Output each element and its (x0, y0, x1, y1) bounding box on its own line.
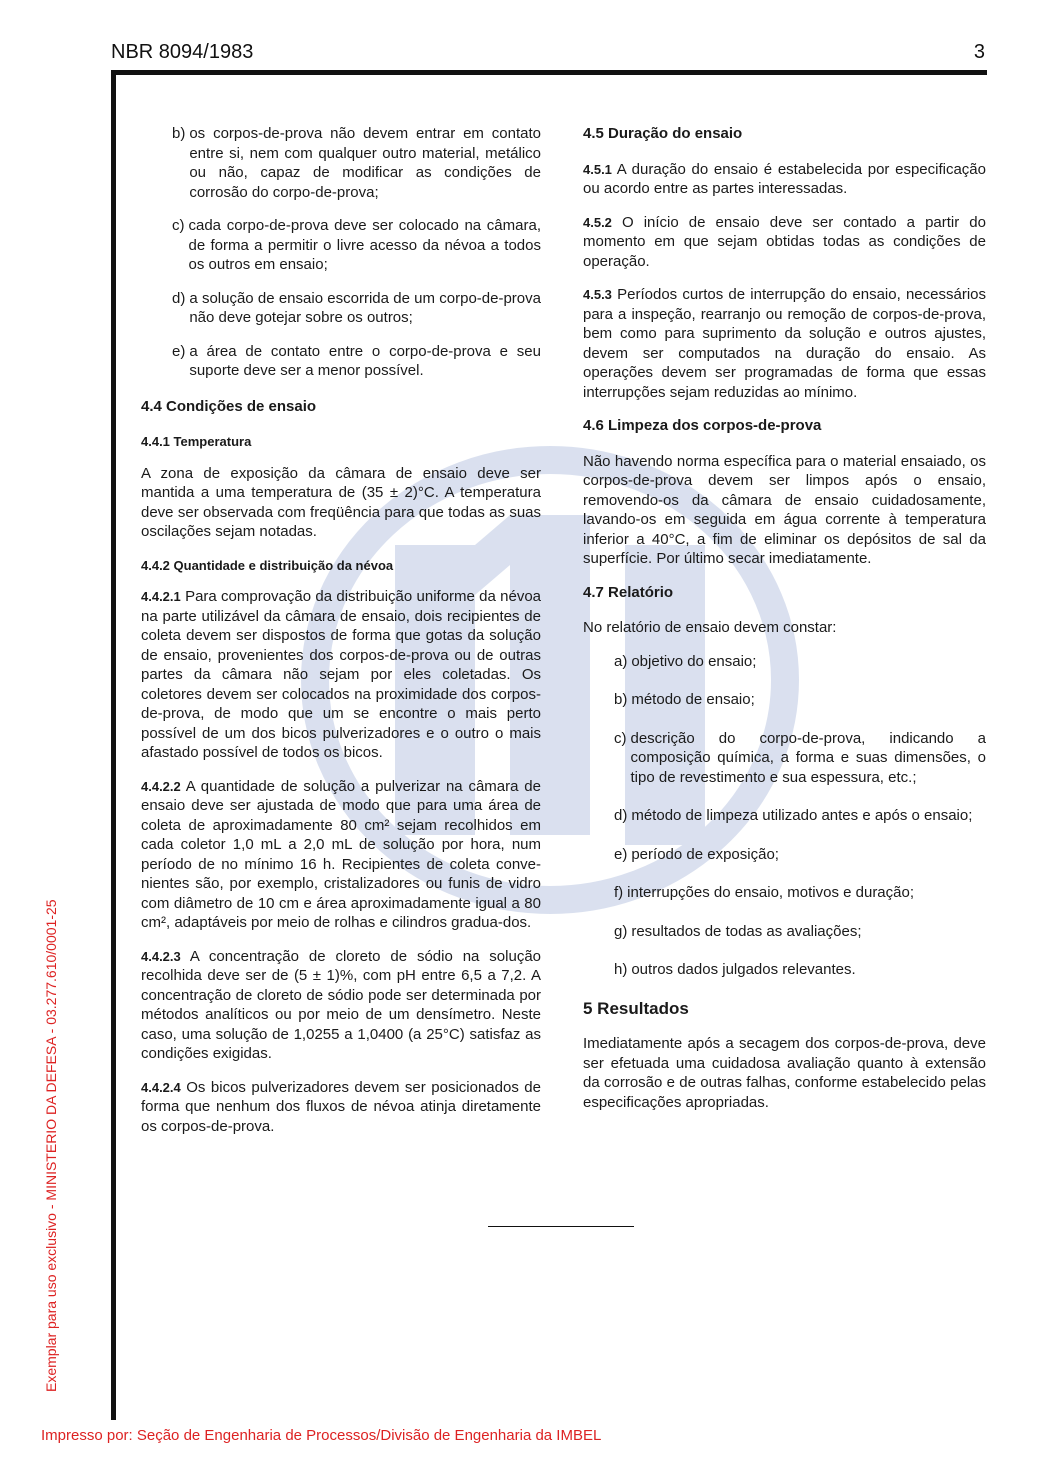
header-rule (111, 70, 987, 75)
paragraph-temperatura: A zona de exposição da câmara de ensaio deve ser mantida a uma temperatura de (35 ± 2)°C. A temperatura deve ser observada com freqüência para que todas as suas oscilações sejam notadas. (141, 464, 541, 540)
list-item: g) resultados de todas as avaliações; (614, 922, 862, 940)
list-item: h) outros dados julgados relevantes. (614, 961, 856, 978)
list-item: b) método de ensaio; (614, 691, 755, 708)
right-column (583, 124, 986, 1126)
paragraph-resultados: Imediatamente após a secagem dos corpos-de-prova, deve ser efetuada uma cuidadosa avaliação quanto à extensão da corrosão e de outras falhas, conforme estabelecido pelas especificações apropriadas. (583, 1035, 986, 1111)
page-header-title: NBR 8094/1983 (111, 41, 254, 63)
subsection-heading-4-4-1: 4.4.1 Temperatura (141, 434, 252, 449)
section-heading-4-5: 4.5 Duração do ensaio (583, 125, 743, 142)
section-heading-5: 5 Resultados (583, 998, 689, 1018)
subsection-heading-4-4-2: 4.4.2 Quantidade e distribuição da névoa (141, 557, 394, 573)
side-license-stamp: Exemplar para uso exclusivo - MINISTERIO DA DEFESA - 03.277.610/0001-25 (43, 899, 59, 1392)
list-item: c) cada corpo-de-prova deve ser colocado na câmara, de forma a permitir o livre acesso da névoa a todos os outros em ensaio; (172, 217, 541, 273)
end-of-text-rule (488, 1226, 634, 1227)
requirements-list (141, 124, 541, 381)
list-item: d) a solução de ensaio escorrida de um corpo-de-prova não deve gotejar sobre os outros; (172, 289, 541, 326)
list-item: a) objetivo do ensaio; (614, 652, 757, 670)
page-number: 3 (973, 41, 985, 63)
paragraph-limpeza: Não havendo norma específica para o material ensaiado, os corpos-de-prova devem ser limpos após o ensaio, removendo-os da câmara de ensaio cuidadosamente, lavando-os em seguida em água corrente à temperatura inferior a 40°C, a fim de eliminar os depósitos de sal da superfície. Por último secar imediatamente. (583, 452, 986, 567)
paragraph-4-4-2-3: 4.4.2.3 A concentração de cloreto de sódio na solução recolhida deve ser de (5 ± 1)%, com pH entre 6,5 a 7,2. A concentração de cloreto de sódio pode ser determinada por métodos analíticos ou por meio de um densímetro. Neste caso, uma solução de 1,0255 a 1,0400 (a 25°C) satisfaz as condições exigidas. (141, 947, 542, 1062)
list-item: d) método de limpeza utilizado antes e após o ensaio; (614, 807, 973, 824)
section-heading-4-4: 4.4 Condições de ensaio (141, 397, 317, 415)
report-items-list (583, 652, 986, 980)
paragraph-4-5-2: 4.5.2 O início de ensaio deve ser contado a partir do momento em que sejam obtidas todas as condições de operação. (583, 213, 986, 270)
list-item: f) interrupções do ensaio, motivos e duração; (614, 884, 915, 901)
section-heading-4-6: 4.6 Limpeza dos corpos-de-prova (583, 417, 822, 434)
list-item: e) período de exposição; (614, 845, 779, 863)
list-item: c) descrição do corpo-de-prova, indicando a composição química, a forma e suas dimensões, o tipo de revestimento e sua espessura, etc.; (614, 729, 986, 786)
paragraph-4-5-1: 4.5.1 A duração do ensaio é estabelecida por especificação ou acordo entre as partes interessadas. (583, 160, 986, 197)
printed-by-footer: Impresso por: Seção de Engenharia de Processos/Divisão de Engenharia da IMBEL (41, 1427, 602, 1444)
paragraph-4-5-3: 4.5.3 Períodos curtos de interrupção do ensaio, necessários para a inspeção, rearranjo ou remoção de corpos-de-prova, bem como para suprimento da solução e outros ajustes, devem ser computados na duração do ensaio. As operações devem ser programadas de forma que essas interrupções sejam reduzidas ao mínimo. (583, 286, 986, 401)
left-margin-rule (111, 70, 116, 1420)
paragraph-relatorio-intro: No relatório de ensaio devem constar: (583, 619, 837, 636)
paragraph-4-4-2-1: 4.4.2.1 Para comprovação da distribuição uniforme da névoa na parte utilizável da câmara de ensaio, dois recipientes de coleta devem ser dispostos de forma que gotas da solução de ensaio, provenientes dos corpos-de-prova ou de outras partes da câmara não sejam por eles coletadas. Os coletores devem ser colocados na proximidade dos corpos-de-prova, de modo que um se encontre o mais perto possível de um dos bicos pulverizadores e o outro o mais afastado possível de todos os bicos. (141, 588, 542, 761)
paragraph-4-4-2-2: 4.4.2.2 A quantidade de solução a pulverizar na câmara de ensaio deve ser ajustada de modo que para uma área de coleta de aproximadamente 80 cm² sejam recolhidos em cada coletor 1,0 mL a 2,0 mL de solução por hora, num período de no mínimo 16 h. Recipientes de coleta conve-nientes são, por exemplo, cristalizadores ou funis de vidro com diâmetro de 10 cm e área aproximadamente igual a 80 cm², adaptáveis por meio de rolhas e cilindros gradua-dos. (141, 777, 541, 931)
list-item: e) a área de contato entre o corpo-de-prova e seu suporte deve ser a menor possível. (172, 342, 541, 379)
list-item: b) os corpos-de-prova não devem entrar em contato entre si, nem com qualquer outro material, metálico ou não, capaz de modificar as condições de corrosão do corpo-de-prova; (172, 125, 541, 201)
left-column (141, 124, 541, 1150)
section-heading-4-7: 4.7 Relatório (583, 583, 674, 601)
paragraph-4-4-2-4: 4.4.2.4 Os bicos pulverizadores devem ser posicionados de forma que nenhum dos fluxos de névoa atinja diretamente os corpos-de-prova. (141, 1078, 541, 1135)
